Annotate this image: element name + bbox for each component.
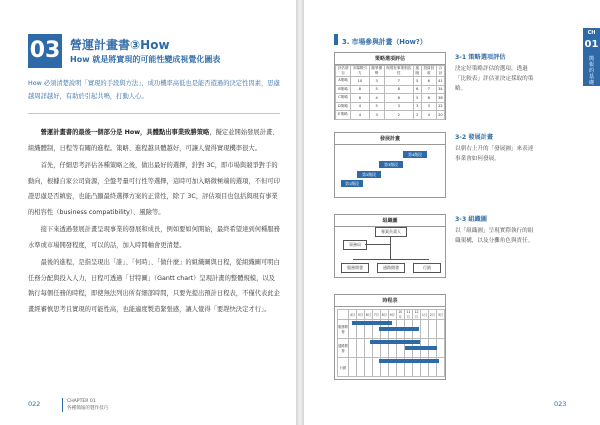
table-cell: 6 [421, 77, 436, 86]
table-cell: 5 [413, 77, 421, 86]
paragraph [28, 255, 280, 317]
page-subtitle: How 就是將實現的可能性變成視覺化圖表 [70, 55, 221, 64]
paragraph [28, 222, 280, 253]
table-header: 競爭優勢 [369, 66, 384, 77]
gantt-bar [405, 346, 437, 350]
strategy-table [335, 65, 445, 120]
table-cell: 8 [384, 85, 413, 94]
section-marker [334, 34, 338, 45]
paragraph-text: 最後的進程，是指呈現出「誰」、「何時」、「做什麼」的組織圖與日程，從組織圖可明白任務分配與投入人力，日程可透過「甘特圖」（Gantt chart）呈現計畫的整體規模，以及執行每個任務的時程，即使無法列出所有細部時間，只要先提出預計日程表，不僅代表此企畫經審慎思考且實現的可能性高，也能適度製造緊張感，讓人覺得「要趕快決定才行」。 [28, 259, 280, 313]
row-label: 服務開發 [338, 320, 349, 339]
footer-chapter [62, 398, 108, 412]
figure-title: 組織圖 [335, 215, 445, 227]
org-chart-figure [334, 214, 446, 278]
footer-chapter-label: CHAPTER 01 [67, 399, 96, 404]
table-cell: 3 [369, 77, 384, 86]
table-cell: 6 [384, 94, 413, 103]
month-label: 6月 [364, 310, 372, 320]
table-header: 市場吸引力 [351, 66, 370, 77]
paragraph [28, 125, 280, 156]
section-number: 03 [28, 34, 62, 68]
month-label: 7月 [372, 310, 380, 320]
right-page [304, 0, 600, 425]
section-heading: 3. 市場參與計畫（How?） [342, 38, 427, 46]
table-row [336, 77, 445, 86]
subsection-text: 以朝右上升的「發展圖」來表達事業會如何發展。 [455, 146, 534, 162]
table-row [336, 85, 445, 94]
timeline-header-row [338, 310, 445, 320]
paragraph-text: 接下來透過發展計畫呈現事業的發展和成長，例如要如何開始，最終希望達到何種服務水準或市場開發程度，可以的話，加入時間軸會更清楚。 [28, 226, 280, 249]
development-plan-figure [334, 132, 446, 198]
table-cell: 20 [436, 111, 444, 120]
table-header: 與現有事業相容性 [386, 66, 412, 75]
gantt-bar [370, 340, 420, 344]
month-label: 11月 [404, 310, 412, 320]
table-cell: 5 [413, 94, 421, 103]
book-gutter [296, 0, 304, 425]
timeline-figure [334, 294, 446, 380]
table-cell: E策略 [336, 111, 351, 120]
table-cell: 4 [369, 94, 384, 103]
stage-1: 第1階段 [341, 180, 363, 187]
subsection-text: 以「組織圖」呈現實際執行的組織架構，以及分攤角色與責任。 [455, 228, 534, 244]
stage-4: 第4階段 [403, 151, 427, 158]
month-label: 10月 [396, 310, 404, 320]
section-header [28, 34, 228, 74]
table-cell: 3 [384, 102, 413, 111]
table-cell: 4 [351, 111, 370, 120]
table-cell: 2 [384, 111, 413, 120]
table-cell: B策略 [336, 85, 351, 94]
table-cell: 4 [421, 111, 436, 120]
table-header: 合計 [436, 66, 444, 77]
paragraph [28, 158, 280, 220]
table-row [336, 94, 445, 103]
stage-2: 第2階段 [357, 171, 381, 178]
figure-title: 策略選項評估 [335, 53, 445, 65]
org-mid-box: 事務局 [343, 240, 367, 250]
table-header-row [336, 66, 445, 77]
figure-title: 時程表 [335, 295, 445, 307]
footer-chapter-title: 各種簡報的製作技巧 [67, 406, 109, 411]
org-connector [353, 259, 429, 260]
table-header: 評估項目 [336, 66, 351, 77]
table-cell: 7 [384, 77, 413, 86]
month-label: 3月 [436, 310, 444, 320]
row-label: 通路開發 [338, 339, 349, 358]
divider [28, 113, 280, 114]
left-page [0, 0, 296, 425]
subsection-text: 決定好策略評估的選項，透過「比較表」評估並決定採取的策略。 [455, 66, 534, 92]
intro-text: How 必須清楚說明「實現的手段與方法」，成功機率高低也是能否遊過的決定性因素，思慮越周詳越好，有助於引起共鳴，打動人心。 [28, 80, 280, 100]
subsection-title: 3-1 策略選項評估 [455, 54, 506, 61]
table-cell: 3 [421, 102, 436, 111]
month-label: 5月 [357, 310, 365, 320]
table-cell: D策略 [336, 102, 351, 111]
month-label: 8月 [380, 310, 388, 320]
table-cell: 41 [436, 77, 444, 86]
page-title: 營運計畫書③How [70, 38, 170, 52]
table-cell: 2 [413, 111, 421, 120]
gantt-bar [379, 327, 419, 331]
org-top-box: 專案負責人 [375, 227, 407, 237]
table-cell: 8 [351, 94, 370, 103]
table-cell: 34 [436, 85, 444, 94]
table-cell: 4 [351, 102, 370, 111]
table-cell: 3 [369, 111, 384, 120]
table-cell: 7 [421, 85, 436, 94]
table-cell: 38 [436, 94, 444, 103]
table-cell: 22 [436, 102, 444, 111]
paragraph-text: 首先，仔細思考評估各種策略之後，做出最好的選擇，針對 3C，即市場與競爭對手的動向，根據自家公司資源，全盤考量可行性等選擇，這時可加入略微極端的選項，不但可印證思慮是否縝密，也能凸顯最終選擇方案的正當性，除了 3C，評估項目也包括與現有事業的相容性（business compatibility）、風險等。 [28, 162, 280, 216]
gantt-bar [352, 321, 392, 325]
subsection-title: 3-2 發展計畫 [455, 134, 494, 141]
table-cell: A策略 [336, 77, 351, 86]
page-number: 022 [28, 400, 41, 408]
table-cell: 5 [369, 102, 384, 111]
table-header: 投資回收 [421, 66, 436, 77]
strategy-evaluation-figure [334, 52, 446, 120]
table-header: 風險 [413, 66, 421, 77]
table-cell: C策略 [336, 94, 351, 103]
table-row [336, 111, 445, 120]
org-connector [365, 244, 390, 245]
table-cell: 6 [413, 85, 421, 94]
chapter-tab-text: 簡報的基礎 [588, 56, 594, 86]
org-box-marketing: 行銷 [413, 263, 441, 273]
org-box-service: 服務開發 [341, 263, 369, 273]
table-cell: 8 [351, 85, 370, 94]
month-label: 2月 [429, 310, 437, 320]
month-label: 1月 [421, 310, 429, 320]
page-number: 023 [554, 400, 567, 408]
table-cell: 8 [421, 94, 436, 103]
org-box-channel: 通路開發 [377, 263, 405, 273]
figure-title: 發展計畫 [335, 133, 445, 145]
paragraph-bold: 營運計畫書的最後一個部分是 How，具體點出事業致勝策略 [40, 129, 210, 136]
paragraph-text: ，擬定並開始發展計畫、組織體制，日程等有關的進程。策略、進程越具體越好，可讓人覺得實現機率很大。 [28, 129, 279, 152]
month-label: 9月 [388, 310, 396, 320]
month-label: 4月 [349, 310, 357, 320]
stage-3: 第3階段 [379, 161, 403, 168]
month-label: 12月 [412, 310, 420, 320]
timeline-corner [338, 310, 349, 320]
org-connector [390, 237, 391, 259]
chapter-tab-label: CH [587, 30, 596, 36]
chapter-tab-number: 01 [584, 39, 599, 50]
table-cell: 10 [351, 77, 370, 86]
gantt-bar [379, 359, 439, 363]
table-cell: 3 [413, 102, 421, 111]
table-cell: 5 [369, 85, 384, 94]
row-label: 行銷 [338, 358, 349, 377]
subsection-title: 3-3 組織圖 [455, 216, 487, 223]
table-row [336, 102, 445, 111]
body-text [28, 125, 280, 319]
